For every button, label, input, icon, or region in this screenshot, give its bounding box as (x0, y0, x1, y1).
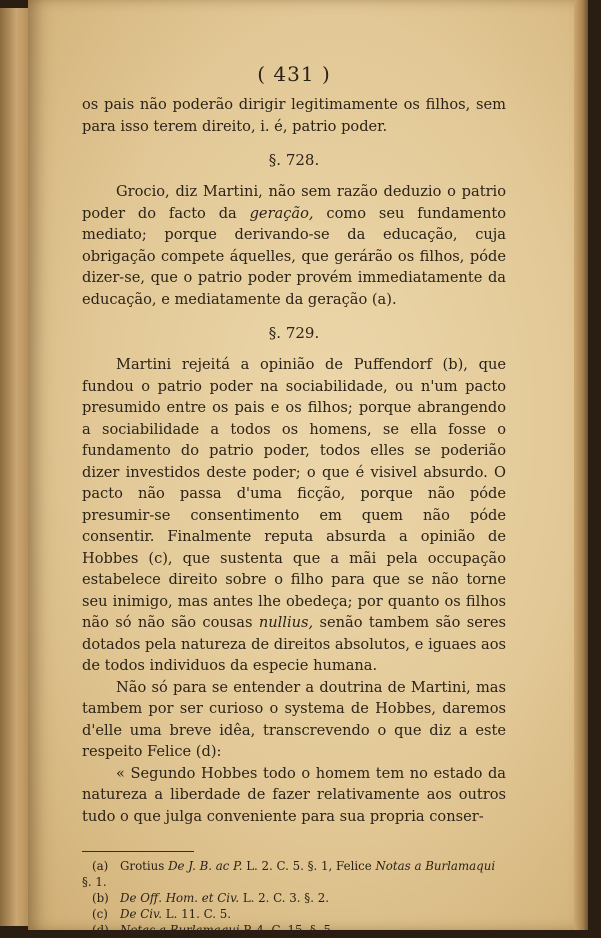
footnote-title: Notas a Burlamaqui (120, 923, 240, 937)
footnote-title: De Off. Hom. et Civ. (120, 891, 240, 905)
footnote-text: L. 2. C. 3. §. 2. (239, 891, 329, 905)
section-heading: §. 729. (268, 324, 320, 342)
section-heading: §. 728. (268, 151, 320, 169)
footnote (82, 858, 506, 890)
footnote-text: §. 1. (82, 875, 107, 889)
footnote-label: (c) (92, 907, 108, 921)
footnote-text: L. 2. C. 5. §. 1, Felice (242, 859, 376, 873)
footnote-label: (d) (92, 923, 109, 937)
footnote-title: De Civ. (120, 907, 163, 921)
book-page (28, 0, 588, 937)
facing-page-edge (0, 8, 30, 926)
paragraph: os pais não poderão dirigir legitimamente os filhos, sem para isso terem direito, i. é, patrio poder. (82, 96, 506, 135)
footnotes (82, 858, 506, 938)
footnote-text: P. 4. C. 15. §. 5. (239, 923, 335, 937)
footnote-label: (b) (92, 891, 109, 905)
paragraph-text: como seu fundamento mediato; porque derivando-se da educação, cuja obrigação compete áquelles, que gerárão os filhos, póde dizer-se, que o patrio poder provém immediatamente da educação, e mediatamente da geração (a). (82, 204, 506, 308)
emphasis-text: geração, (249, 204, 314, 222)
paragraph: Não só para se entender a doutrina de Martini, mas tambem por ser curioso o systema de Hobbes, daremos d'elle uma breve idêa, transcrevendo o que diz a este respeito Felice (d): (82, 678, 506, 760)
page-number: ( 431 ) (257, 62, 331, 86)
footnote-text: L. 11. C. 5. (162, 907, 231, 921)
paragraph-text: senão tambem são seres dotados pela natureza de direitos absolutos, e iguaes aos de todos individuos da especie humana. (82, 614, 506, 674)
paragraph (82, 181, 506, 310)
emphasis-text: nullius, (258, 614, 314, 631)
page-content (82, 62, 506, 938)
paragraph (82, 354, 506, 677)
footnote-rule (82, 851, 194, 852)
paragraph-text: Martini rejeitá a opinião de Puffendorf (b), que fundou o patrio poder na sociabilidade, ou n'um pacto presumido entre os pais e os filhos; porque abrangendo a sociabilidade a todos os homens, se ella fosse o fundamento do patrio poder, todos elles se poderião dizer investidos deste poder; o que é visivel absurdo. O pacto não passa d'uma ficção, porque não póde presumir-se consentimento em quem não póde consentir. Finalmente reputa absurda a opinião de Hobbes (c), que sustenta que a mãi pela occupação estabelece direito sobre o filho para que se não torne seu inimigo, mas antes lhe obedeça; por quanto os filhos não só não são cousas (82, 356, 506, 631)
paragraph-text: Grocio, diz Martini, não sem razão deduzio o patrio poder do facto da (82, 183, 506, 222)
footnote-text: Grotius (120, 859, 169, 873)
footnote (82, 922, 506, 938)
paragraph: « Segundo Hobbes todo o homem tem no estado da natureza a liberdade de fazer relativamente aos outros tudo o que julga conveniente para sua propria conser- (82, 764, 506, 825)
footnote-title: Notas a Burlamaqui (375, 859, 496, 873)
footnote-label: (a) (92, 859, 109, 873)
footnote (82, 906, 506, 922)
footnote (82, 890, 506, 906)
page-edge (574, 0, 588, 930)
footnote-title: De J. B. ac P. (168, 859, 243, 873)
